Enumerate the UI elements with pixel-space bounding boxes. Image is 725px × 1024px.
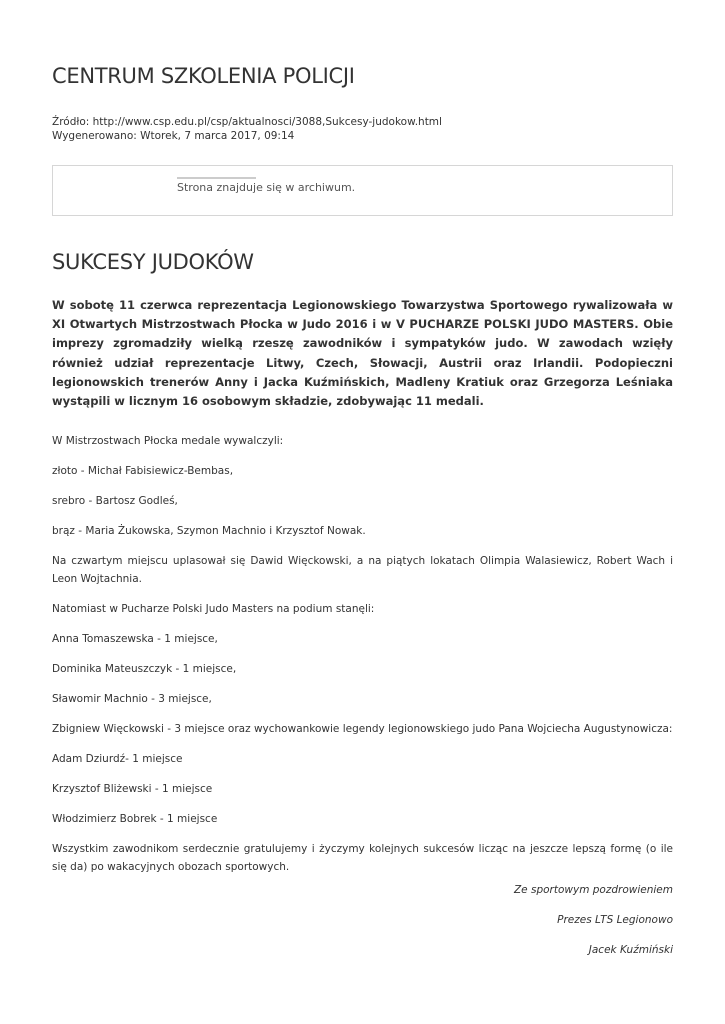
- archive-notice-box: [52, 165, 673, 216]
- archive-notice-text: Strona znajduje się w archiwum.: [177, 181, 356, 194]
- article-body: [52, 432, 673, 888]
- paragraph: Adam Dziurdź- 1 miejsce: [52, 753, 183, 766]
- generated-date: Wygenerowano: Wtorek, 7 marca 2017, 09:14: [52, 130, 295, 142]
- paragraph: Dominika Mateuszczyk - 1 miejsce,: [52, 663, 237, 676]
- paragraph: Natomiast w Pucharze Polski Judo Masters na podium stanęli:: [52, 603, 375, 616]
- paragraph: Zbigniew Więckowski - 3 miejsce oraz wychowankowie legendy legionowskiego judo Pana Wojciecha Augustynowicza:: [52, 723, 673, 736]
- article-lead: W sobotę 11 czerwca reprezentacja Legionowskiego Towarzystwa Sportowego rywalizowała w XI Otwartych Mistrzostwach Płocka w Judo 2016 i w V PUCHARZE POLSKI JUDO MASTERS. Obie imprezy zgromadziły wielką rzeszę zawodników i sympatyków judo. W zawodach wzięły również udział reprezentacje Litwy, Czech, Słowacji, Austrii oraz Irlandii. Podopieczni legionowskich trenerów Anny i Jacka Kuźmińskich, Madleny Kratiuk oraz Grzegorza Leśniaka wystąpili w licznym 16 osobowym składzie, zdobywając 11 medali.: [52, 298, 673, 409]
- paragraph: Na czwartym miejscu uplasował się Dawid Więckowski, a na piątych lokatach Olimpia Walasiewicz, Robert Wach i Leon Wojtachnia.: [52, 554, 673, 586]
- paragraph: złoto - Michał Fabisiewicz-Bembas,: [52, 464, 234, 477]
- source-url: Źródło: http://www.csp.edu.pl/csp/aktualnosci/3088,Sukcesy-judokow.html: [52, 116, 442, 128]
- paragraph: Anna Tomaszewska - 1 miejsce,: [52, 633, 218, 646]
- paragraph: srebro - Bartosz Godleś,: [52, 494, 178, 507]
- article-title: SUKCESY JUDOKÓW: [52, 250, 254, 274]
- signature-greeting: Ze sportowym pozdrowieniem: [513, 884, 673, 896]
- paragraph: Wszystkim zawodnikom serdecznie gratulujemy i życzymy kolejnych sukcesów licząc na jeszcze lepszą formę (o ile się da) po wakacyjnych obozach sportowych.: [52, 843, 673, 874]
- archive-notice-divider: [177, 177, 256, 179]
- signature-role: Prezes LTS Legionowo: [557, 914, 673, 926]
- paragraph: Krzysztof Bliżewski - 1 miejsce: [52, 783, 213, 796]
- paragraph: Włodzimierz Bobrek - 1 miejsce: [52, 813, 218, 826]
- site-title: CENTRUM SZKOLENIA POLICJI: [52, 64, 355, 88]
- signature-name: Jacek Kuźmiński: [588, 944, 673, 956]
- paragraph: Sławomir Machnio - 3 miejsce,: [52, 693, 212, 706]
- paragraph: brąz - Maria Żukowska, Szymon Machnio i Krzysztof Nowak.: [52, 524, 366, 537]
- paragraph: W Mistrzostwach Płocka medale wywalczyli:: [52, 435, 284, 447]
